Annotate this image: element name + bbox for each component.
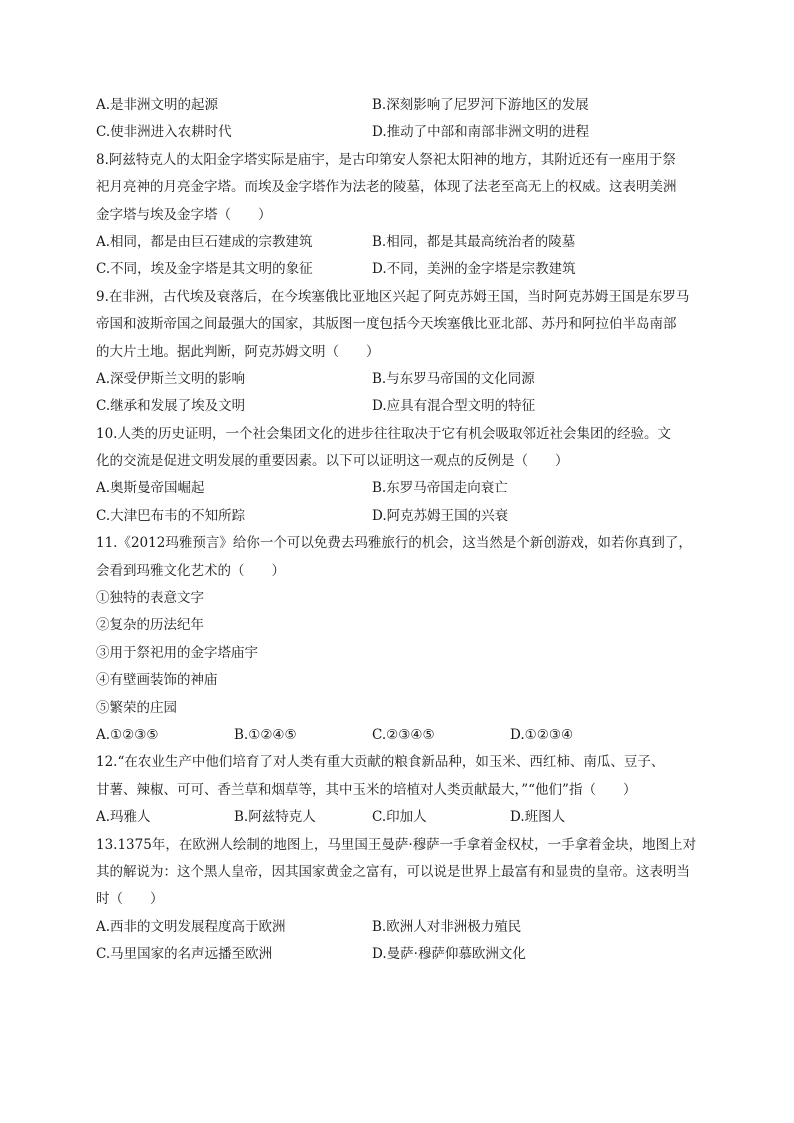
- q13-option-b[interactable]: B.欧洲人对非洲极力殖民: [372, 918, 522, 935]
- q10-options-row-1: [96, 475, 702, 502]
- q10-stem-line: 10.人类的历史证明，一个社会集团文化的进步往往取决于它有机会吸取邻近社会集团的经验。文: [96, 425, 671, 442]
- q10-option-c[interactable]: C.大津巴布韦的不知所踪: [96, 507, 246, 524]
- q11-item: ②复杂的历法纪年: [96, 617, 204, 634]
- q11-item: ⑤繁荣的庄园: [96, 699, 177, 716]
- q11-item: ①独特的表意文字: [96, 590, 204, 607]
- q13-stem-line: 13.1375年，在欧洲人绘制的地图上，马里国王曼萨·穆萨一手拿着金权杖，一手拿着金块，地图上对: [96, 836, 697, 853]
- q7-option-d[interactable]: D.推动了中部和南部非洲文明的进程: [372, 124, 590, 141]
- q11-stem-line: 会看到玛雅文化艺术的（ ）: [96, 562, 285, 579]
- q10-stem-line: 化的交流是促进文明发展的重要因素。以下可以证明这一观点的反例是（ ）: [96, 453, 569, 470]
- q9-option-a[interactable]: A.深受伊斯兰文明的影响: [96, 370, 246, 387]
- q8-options-row-1: [96, 229, 702, 256]
- q7-option-c[interactable]: C.使非洲进入农耕时代: [96, 124, 232, 141]
- q13-option-a[interactable]: A.西非的文明发展程度高于欧洲: [96, 918, 286, 935]
- q13-options-row-2: [96, 941, 702, 968]
- q8-stem-line: 祀月亮神的月亮金字塔。而埃及金字塔作为法老的陵墓，体现了法老至高无上的权威。这表明美洲: [96, 179, 677, 196]
- q12-option-b[interactable]: B.阿兹特克人: [234, 809, 316, 826]
- q12-option-c[interactable]: C.印加人: [372, 809, 427, 826]
- q13-options-row-1: [96, 914, 702, 941]
- q8-option-b[interactable]: B.相同，都是其最高统治者的陵墓: [372, 233, 576, 250]
- q10-options-row-2: [96, 503, 702, 530]
- q12-options-row: [96, 804, 702, 831]
- q9-stem-line: 9.在非洲，古代埃及衰落后，在今埃塞俄比亚地区兴起了阿克苏姆王国，当时阿克苏姆王国是东罗马: [96, 288, 690, 305]
- q12-option-d[interactable]: D.班图人: [510, 809, 566, 826]
- q13-option-c[interactable]: C.马里国家的名声远播至欧洲: [96, 946, 273, 963]
- q10-option-a[interactable]: A.奥斯曼帝国崛起: [96, 480, 205, 497]
- q10-option-d[interactable]: D.阿克苏姆王国的兴衰: [372, 507, 509, 524]
- q12-stem-line: 12.“在农业生产中他们培育了对人类有重大贡献的粮食新品种，如玉米、西红柿、南瓜、豆子、: [96, 754, 665, 771]
- q11-options-row: [96, 722, 702, 749]
- q7-options-row-2: [96, 119, 702, 146]
- q12-option-a[interactable]: A.玛雅人: [96, 809, 151, 826]
- q10-option-b[interactable]: B.东罗马帝国走向衰亡: [372, 480, 508, 497]
- q11-option-c[interactable]: C.②③④⑤: [372, 726, 435, 743]
- q11-item: ④有壁画装饰的神庙: [96, 672, 218, 689]
- q11-stem-line: 11.《2012玛雅预言》给你一个可以免费去玛雅旅行的机会，这当然是个新创游戏，如若你真到了，: [96, 535, 692, 552]
- q9-option-c[interactable]: C.继承和发展了埃及文明: [96, 398, 246, 415]
- q9-stem-line: 的大片土地。据此判断，阿克苏姆文明（ ）: [96, 343, 380, 360]
- q9-options-row-2: [96, 393, 702, 420]
- q9-option-d[interactable]: D.应具有混合型文明的特征: [372, 398, 536, 415]
- q7-option-b[interactable]: B.深刻影响了尼罗河下游地区的发展: [372, 97, 589, 113]
- q8-stem-line: 金字塔与埃及金字塔（ ）: [96, 206, 272, 223]
- q8-stem-line: 8.阿兹特克人的太阳金字塔实际是庙宇，是古印第安人祭祀太阳神的地方，其附近还有一座用于祭: [96, 151, 676, 168]
- q13-stem-line: 其的解说为：这个黑人皇帝，因其国家黄金之富有，可以说是世界上最富有和显贵的皇帝。这表明当: [96, 863, 690, 880]
- q7-option-a[interactable]: A.是非洲文明的起源: [96, 97, 219, 113]
- q11-option-d[interactable]: D.①②③④: [510, 726, 574, 743]
- q9-stem-line: 帝国和波斯帝国之间最强大的国家，其版图一度包括今天埃塞俄比亚北部、苏丹和阿拉伯半岛南部: [96, 316, 677, 333]
- q11-option-a[interactable]: A.①②③⑤: [96, 726, 159, 743]
- q8-option-c[interactable]: C.不同，埃及金字塔是其文明的象征: [96, 261, 313, 278]
- q7-options-row-1: [96, 92, 702, 119]
- exam-page: [96, 92, 702, 969]
- q12-stem-line: 甘薯、辣椒、可可、香兰草和烟草等，其中玉米的培植对人类贡献最大，”“他们”指（ ）: [96, 781, 637, 798]
- q11-item: ③用于祭祀用的金字塔庙宇: [96, 644, 258, 661]
- q8-option-a[interactable]: A.相同，都是由巨石建成的宗教建筑: [96, 233, 313, 250]
- q8-option-d[interactable]: D.不同，美洲的金字塔是宗教建筑: [372, 261, 576, 278]
- q13-option-d[interactable]: D.曼萨·穆萨仰慕欧洲文化: [372, 946, 526, 963]
- q11-option-b[interactable]: B.①②④⑤: [234, 726, 297, 743]
- q13-stem-line: 时（ ）: [96, 891, 164, 908]
- q8-options-row-2: [96, 256, 702, 283]
- q9-options-row-1: [96, 366, 702, 393]
- q9-option-b[interactable]: B.与东罗马帝国的文化同源: [372, 370, 535, 387]
